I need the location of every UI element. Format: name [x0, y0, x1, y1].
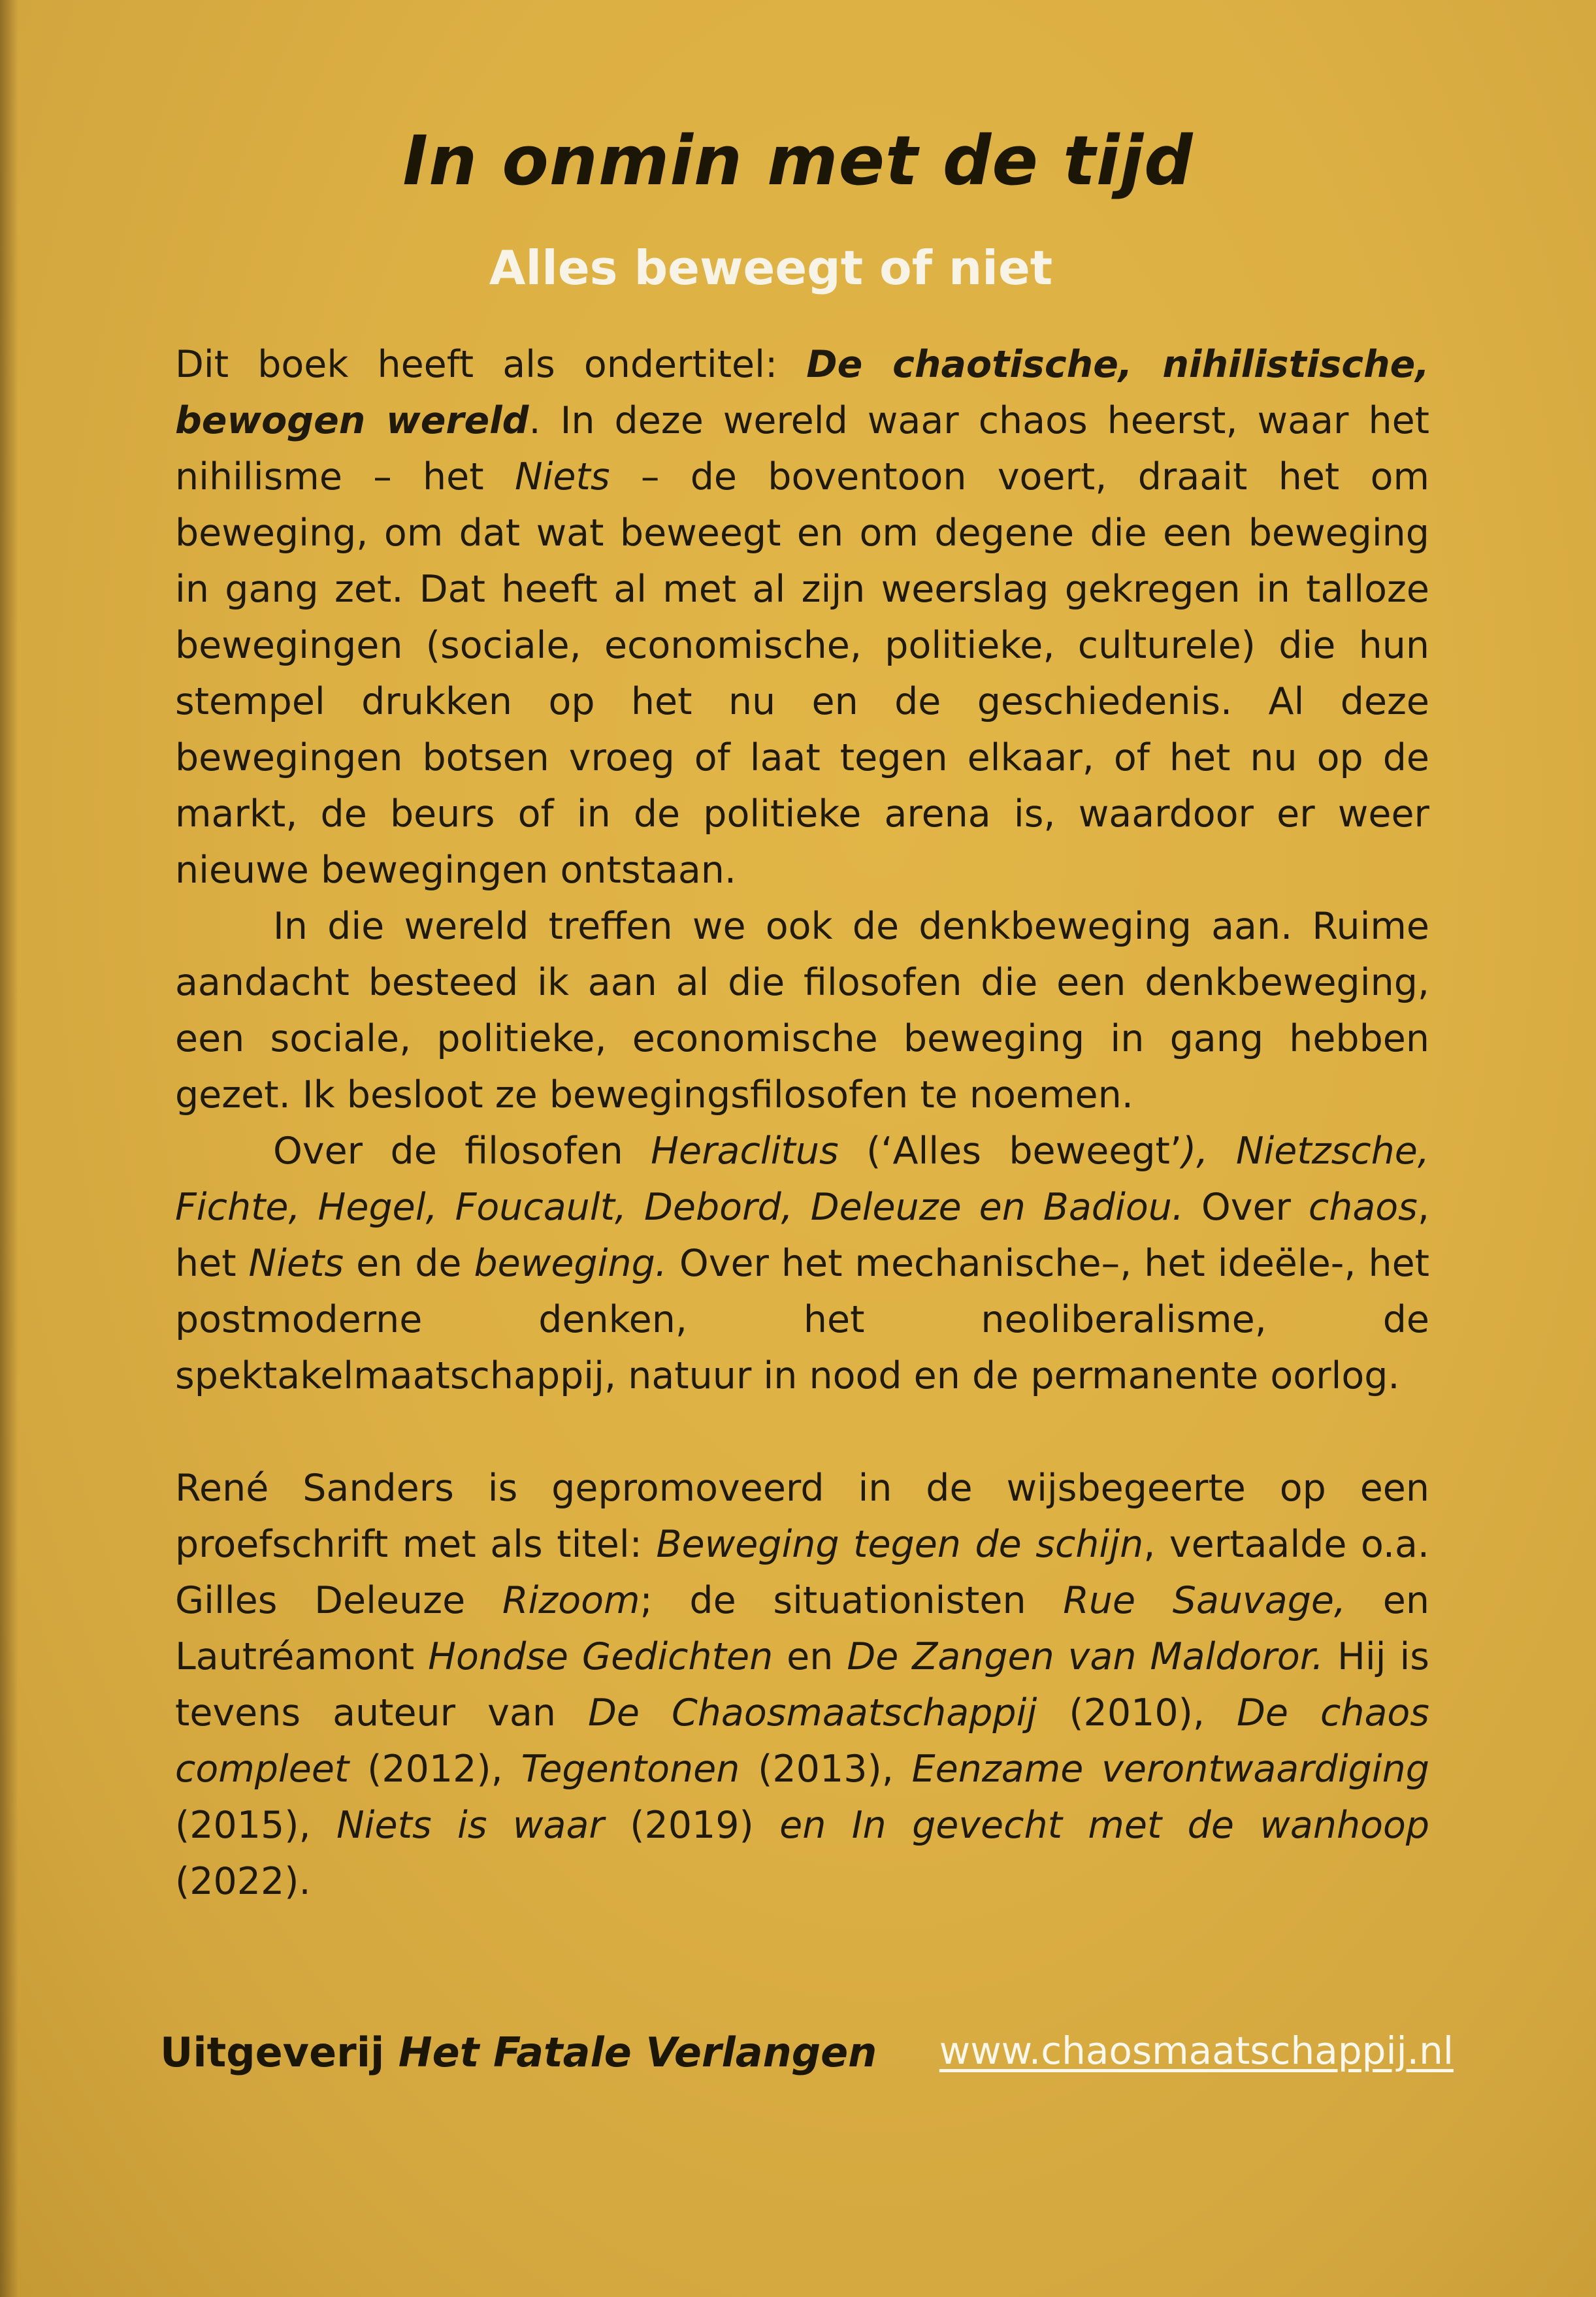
publisher-line — [160, 2028, 877, 2076]
blurb-text — [175, 336, 1429, 1910]
text-segment: (2012), — [349, 1748, 521, 1791]
text-segment: Dit boek heeft als ondertitel: — [175, 343, 807, 386]
text-segment: Rue Sauvage, — [1063, 1579, 1346, 1622]
blurb-paragraph-3 — [175, 1123, 1429, 1404]
text-segment: Hij is tevens auteur van — [175, 1635, 1429, 1735]
text-segment: en Lautréamont — [175, 1579, 1429, 1678]
blurb-paragraph-1 — [175, 336, 1429, 898]
text-segment: en In gevecht met de wanhoop — [779, 1804, 1430, 1847]
publisher-name: Het Fatale Verlangen — [398, 2028, 877, 2076]
text-segment: – de boventoon voert, draait het om beweging, om dat wat beweegt en om degene die een beweging in gang zet. Dat heeft al met al zijn weerslag gekregen in talloze bewegingen (sociale, economische, politieke, culturele) die hun stempel drukken op het nu en de geschiedenis. Al deze bewegingen botsen vroeg of laat tegen elkaar, of het nu op de markt, de beurs of in de politieke arena is, waardoor er weer nieuwe bewegingen ontstaan. — [175, 455, 1429, 892]
text-segment: Eenzame verontwaardiging — [911, 1748, 1429, 1791]
text-segment: (2010), — [1037, 1691, 1237, 1735]
text-segment: Tegentonen — [521, 1748, 740, 1791]
text-segment: (2019) — [604, 1804, 780, 1847]
text-segment: beweging. — [474, 1242, 667, 1285]
spine-shadow — [0, 0, 18, 2297]
text-segment: ), Nietzsche, Fichte, Hegel, Foucault, Debord, Deleuze en Badiou. — [175, 1130, 1429, 1229]
publisher-prefix: Uitgeverij — [160, 2028, 399, 2076]
text-segment: Niets — [248, 1242, 344, 1285]
text-segment: De chaos compleet — [175, 1691, 1429, 1791]
text-segment: Hondse Gedichten — [428, 1635, 774, 1678]
text-segment: (2022). — [175, 1860, 311, 1903]
text-segment: , vertaalde o.a. Gilles Deleuze — [175, 1523, 1429, 1622]
text-segment: De Chaosmaatschappij — [587, 1691, 1037, 1735]
website-link[interactable]: www.chaosmaatschappij.nl — [939, 2028, 1454, 2073]
book-title: In onmin met de tijd — [402, 121, 1194, 201]
text-segment: Over — [1183, 1186, 1309, 1229]
text-segment: (2015), — [175, 1804, 337, 1847]
text-segment: (2013), — [740, 1748, 912, 1791]
text-segment: (‘Alles beweegt’ — [838, 1130, 1182, 1173]
text-segment: Niets is waar — [336, 1804, 604, 1847]
text-segment: De chaotische, nihilistische, bewogen wereld — [175, 343, 1429, 442]
text-segment: , het — [175, 1186, 1429, 1285]
text-segment: chaos — [1308, 1186, 1418, 1229]
text-segment: Rizoom — [502, 1579, 640, 1622]
text-segment: René Sanders is gepromoveerd in de wijsbegeerte op een proefschrift met als titel: — [175, 1467, 1429, 1566]
text-segment: In die wereld treffen we ook de denkbeweging aan. Ruime aandacht besteed ik aan al die filosofen die een denkbeweging, een sociale, politieke, economische beweging in gang hebben gezet. Ik besloot ze bewegingsfilosofen te noemen. — [175, 905, 1429, 1116]
cover-footer — [160, 2028, 1454, 2087]
text-segment: Over de filosofen — [273, 1130, 651, 1173]
author-bio-paragraph — [175, 1460, 1429, 1910]
text-segment: De Zangen van Maldoror. — [847, 1635, 1324, 1678]
text-segment: . In deze wereld waar chaos heerst, waar het nihilisme – het — [175, 399, 1429, 498]
text-segment: en de — [344, 1242, 474, 1285]
text-segment: Niets — [514, 455, 610, 498]
book-subtitle: Alles beweegt of niet — [489, 240, 1053, 295]
text-segment: Heraclitus — [651, 1130, 839, 1173]
blurb-paragraph-2 — [175, 898, 1429, 1123]
text-segment: ; de situationisten — [640, 1579, 1064, 1622]
text-segment: Over het mechanische–, het ideële-, het postmoderne denken, het neoliberalisme, de spektakelmaatschappij, natuur in nood en de permanente oorlog. — [175, 1242, 1429, 1397]
text-segment: en — [773, 1635, 847, 1678]
text-segment: Beweging tegen de schijn — [656, 1523, 1144, 1566]
